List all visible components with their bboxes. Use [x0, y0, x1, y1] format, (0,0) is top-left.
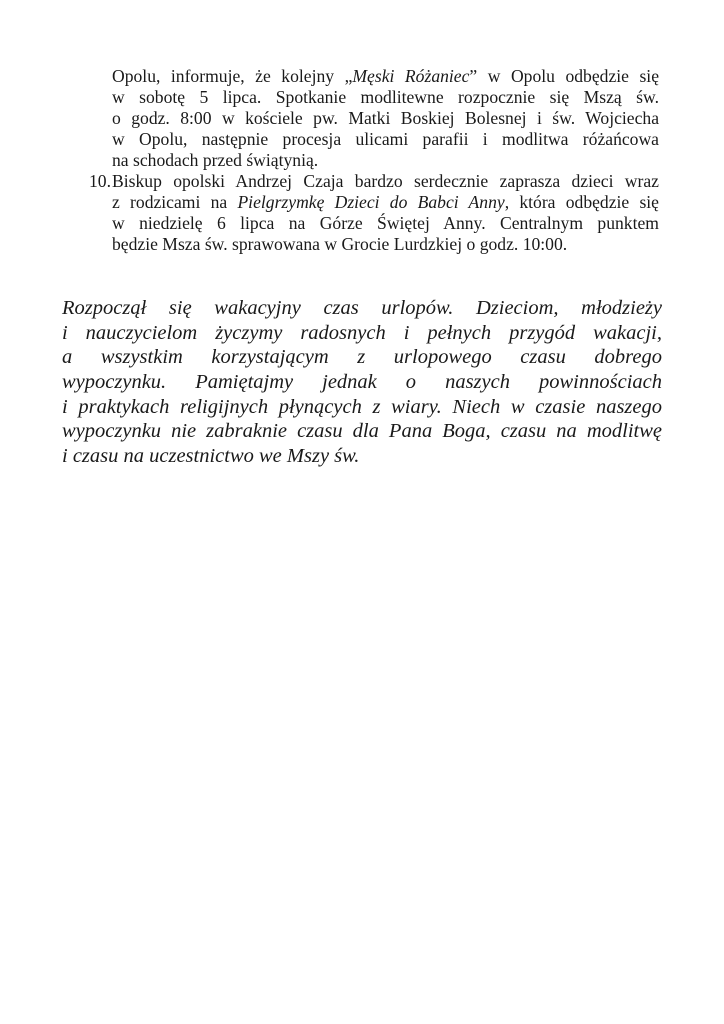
text-line: w sobotę 5 lipca. Spotkanie modlitewne rozpocznie się Mszą św. [112, 87, 659, 107]
text-line: wypoczynku nie zabraknie czasu dla Pana Boga, czasu na modlitwę [62, 420, 662, 443]
text-line: w niedzielę 6 lipca na Górze Świętej Anny. Centralnym punktem [112, 213, 659, 233]
text-line: Biskup opolski Andrzej Czaja bardzo serdecznie zaprasza dzieci wraz [112, 171, 659, 191]
text-line [112, 192, 659, 213]
text-line: wypoczynku. Pamiętajmy jednak o naszych powinnościach [62, 371, 662, 394]
text-line: w Opolu, następnie procesja ulicami parafii i modlitwa różańcowa [112, 129, 659, 149]
italic-title: Pielgrzymkę Dzieci do Babci Anny [237, 192, 505, 212]
announcement-item-9 [112, 66, 659, 171]
text-line: o godz. 8:00 w kościele pw. Matki Boskiej Bolesnej i św. Wojciecha [112, 108, 659, 128]
text-line: i nauczycielom życzymy radosnych i pełnych przygód wakacji, [62, 321, 662, 344]
text-line: będzie Msza św. sprawowana w Grocie Lurdzkiej o godz. 10:00. [112, 234, 568, 254]
text-line: na schodach przed świątynią. [112, 150, 319, 170]
text-run: z rodzicami na [112, 192, 238, 212]
text-line: a wszystkim korzystającym z urlopowego czasu dobrego [62, 346, 662, 369]
text-line: Rozpoczął się wakacyjny czas urlopów. Dzieciom, młodzieży [62, 297, 662, 319]
text-run: Opolu, informuje, że kolejny „ [112, 66, 353, 86]
italic-title: Męski Różaniec [352, 66, 470, 86]
closing-paragraph [62, 296, 662, 469]
text-run: ” w Opolu odbędzie się [469, 66, 660, 86]
text-line [112, 66, 659, 87]
announcements-list [89, 66, 660, 255]
text-run: , która odbędzie się [504, 192, 659, 212]
item-number: 10. [89, 171, 111, 191]
text-line: i czasu na uczestnictwo we Mszy św. [62, 445, 360, 468]
announcement-item-10 [89, 171, 659, 255]
text-line: i praktykach religijnych płynących z wiary. Niech w czasie naszego [62, 395, 662, 418]
